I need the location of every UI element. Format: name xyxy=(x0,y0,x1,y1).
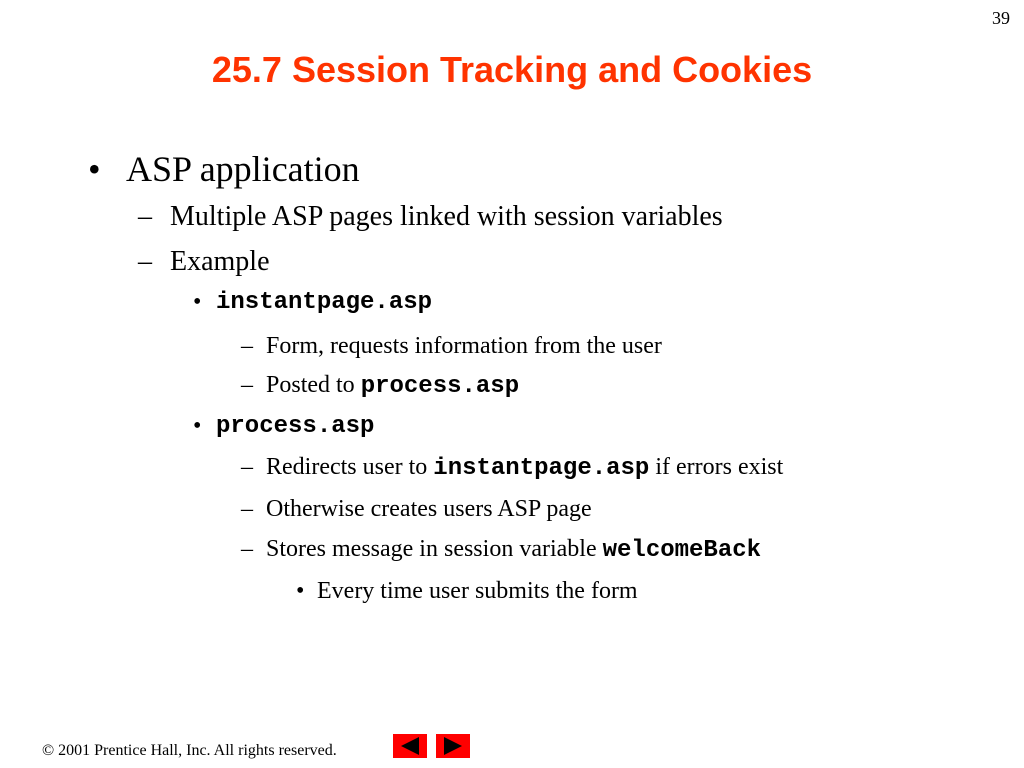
subbullet-text: Multiple ASP pages linked with session variables xyxy=(170,201,723,232)
code-process: process.asp xyxy=(360,373,520,400)
text-prefix: Posted to xyxy=(266,372,361,398)
subbullet-text: Otherwise creates users ASP page xyxy=(266,496,592,522)
slide-title: 25.7 Session Tracking and Cookies xyxy=(211,49,813,90)
bullet-text: Every time user submits the form xyxy=(317,578,638,604)
footer-copyright: © 2001 Prentice Hall, Inc. All rights reserved. xyxy=(42,742,337,759)
code-process: process.asp xyxy=(216,413,375,440)
code-welcomeback: welcomeBack xyxy=(602,537,762,564)
text-prefix: Stores message in session variable xyxy=(266,536,603,562)
text-suffix: if errors exist xyxy=(649,454,784,480)
next-slide-button[interactable] xyxy=(436,734,470,758)
triangle-right-icon xyxy=(444,737,462,755)
subbullet-text: Example xyxy=(170,246,270,277)
text-prefix: Redirects user to xyxy=(266,454,434,480)
dash-marker: – xyxy=(241,496,253,522)
bullet-marker: • xyxy=(193,289,202,315)
dash-marker: – xyxy=(241,372,253,398)
bullet-text: ASP application xyxy=(126,149,360,189)
code-instantpage: instantpage.asp xyxy=(216,289,433,316)
subbullet-text xyxy=(266,454,783,482)
bullet-marker: • xyxy=(296,578,305,604)
triangle-left-icon xyxy=(401,737,419,755)
code-instantpage: instantpage.asp xyxy=(433,455,650,482)
subbullet-text: Form, requests information from the user xyxy=(266,333,662,359)
dash-marker: – xyxy=(241,454,253,480)
dash-marker: – xyxy=(241,333,253,359)
previous-slide-button[interactable] xyxy=(393,734,427,758)
dash-marker: – xyxy=(138,201,152,232)
subbullet-text xyxy=(266,372,519,400)
dash-marker: – xyxy=(138,246,152,277)
dash-marker: – xyxy=(241,536,253,562)
bullet-marker: • xyxy=(193,413,202,439)
page-number: 39 xyxy=(992,8,1010,28)
bullet-marker: • xyxy=(88,149,101,189)
subbullet-text xyxy=(266,536,761,564)
